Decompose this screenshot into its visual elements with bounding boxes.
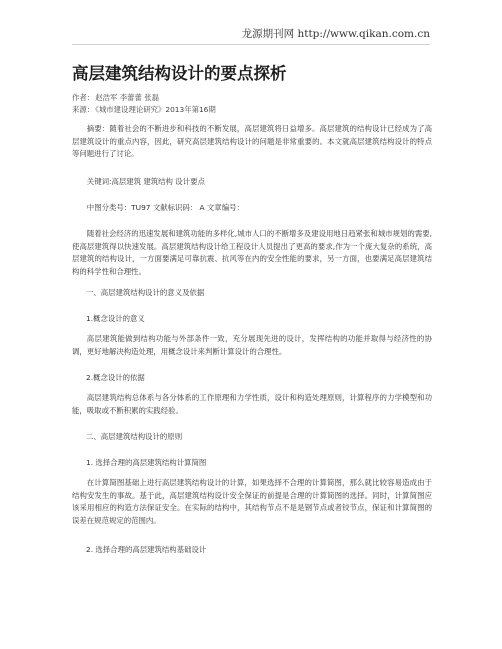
classification-line: 中图分类号：TU97 文献标识码： A 文章编号： [86,203,244,212]
section-heading: 二、高层建筑结构设计的原则 [86,432,183,441]
subsection-heading: 2.概念设计的依据 [86,373,145,382]
keywords-text: 高层建筑 建筑结构 设计要点 [111,177,205,186]
intro-paragraph: 随着社会经济的迅速发展和建筑功能的多样化,城市人口的不断增多及建设用地日趋紧张和城市规划的需要,使高层建筑得以快速发展。高层建筑结构设计给工程设计人员提出了更高的要求,作为一个庞大复杂的系统，高层建筑的结构设计，一方面要满足可靠抗震、抗风等在内的安全性能的要求，另一方面，也要满足高层建筑结构的科学性和合理性。 [72,229,432,276]
source-line [72,104,216,115]
author-names: 赵浩军 李蕾蕾 张磊 [95,93,160,102]
keywords-label: 关键词: [86,177,112,186]
body-paragraph: 高层建筑能做到结构功能与外部条件一致，充分展现先进的设计，发挥结构的功能并取得与经济性的协调，更好地解决构造处理，用概念设计来判断计算设计的合理性。 [72,334,432,356]
subsection-heading: 1.概念设计的意义 [86,314,145,323]
source-text: 《城市建设理论研究》2013年第16期 [95,105,216,114]
header-divider [72,44,430,45]
body-paragraph: 在计算简图基础上进行高层建筑结构设计的计算，如果选择不合理的计算简图，那么就比较容易造成由于结构安发生的事故。基于此，高层建筑结构设计安全保证的前提是合理的计算简图的选择。同时，计算简图应该采用相应的构造方法保证安全。在实际的结构中，其结构节点不是是钢节点或者铰节点，保证和计算简图的误差在规范规定的范围内。 [72,478,432,525]
section-heading: 一、高层建筑结构设计的意义及依据 [86,288,205,297]
author-label: 作者： [72,93,95,102]
author-line [72,92,159,103]
page-header: 龙源期刊网 http://www.qikan.com.cn [241,28,430,40]
keywords-paragraph [72,176,432,189]
subsection-heading: 2. 选择合理的高层建筑结构基础设计 [86,545,207,554]
abstract-paragraph [72,123,432,161]
article-title: 高层建筑结构设计的要点探析 [72,64,287,83]
body-paragraph: 高层建筑结构总体系与各分体系的工作原理和力学性质，设计和构造处理原则，计算程序的力学模型和功能，吸取或不断积累的实践经验。 [72,393,432,415]
subsection-heading: 1. 选择合理的高层建筑结构计算简图 [86,458,207,467]
abstract-text: 随着社会的不断进步和科技的不断发展，高层建筑将日益增多。高层建筑的结构设计已经成为了高层建筑设计的重点内容，因此，研究高层建筑结构设计的问题是非常重要的。本文就高层建筑结构设计的特点等问题进行了讨论。 [72,124,432,159]
source-label: 来源： [72,105,95,114]
abstract-label: 摘要： [86,124,110,133]
